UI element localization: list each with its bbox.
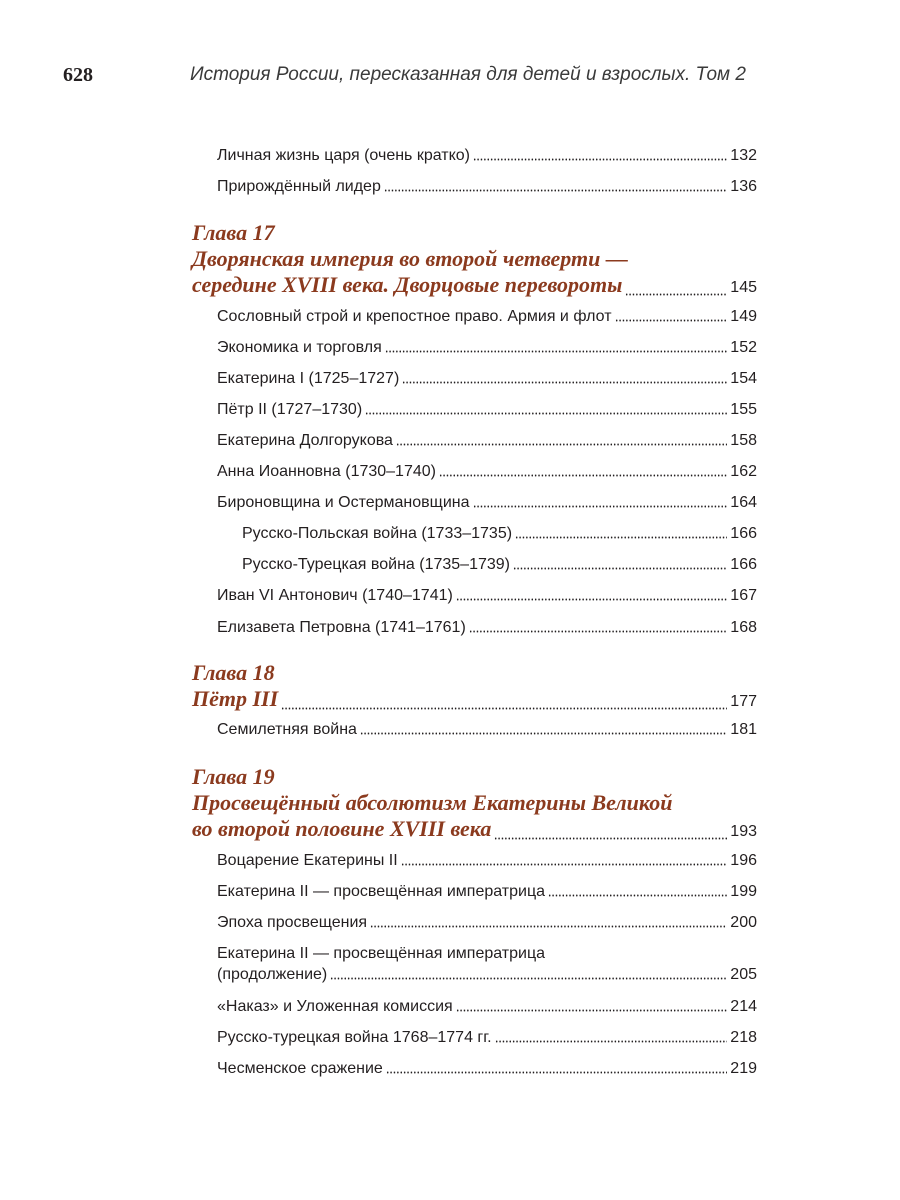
toc-entry-title: Екатерина II — просвещённая императрица bbox=[217, 883, 546, 900]
dot-leader bbox=[330, 975, 727, 981]
toc-entry-page: 136 bbox=[730, 178, 757, 195]
toc-entry[interactable] bbox=[217, 586, 757, 606]
dot-leader bbox=[473, 156, 727, 162]
toc-entry-title: Семилетняя война bbox=[217, 721, 357, 738]
toc-entry-title: Воцарение Екатерины II bbox=[217, 852, 398, 869]
toc-entry-page: 200 bbox=[730, 914, 757, 931]
toc-entry-title: Пётр II (1727–1730) bbox=[217, 401, 363, 418]
dot-leader bbox=[439, 472, 727, 478]
dot-leader bbox=[494, 835, 727, 841]
toc-entry-title: Сословный строй и крепостное право. Армия и флот bbox=[217, 308, 612, 325]
dot-leader bbox=[515, 534, 727, 540]
chapter-18-page: 177 bbox=[730, 693, 757, 710]
dot-leader bbox=[281, 705, 727, 711]
dot-leader bbox=[513, 565, 727, 571]
toc-entry-title: Прирождённый лидер bbox=[217, 178, 381, 195]
toc-entry[interactable] bbox=[217, 400, 757, 420]
toc-entry-page: 158 bbox=[730, 432, 757, 449]
toc-entry-title: Елизавета Петровна (1741–1761) bbox=[217, 619, 466, 636]
toc-entry-page: 181 bbox=[730, 721, 757, 738]
toc-entry[interactable] bbox=[217, 493, 757, 513]
toc-entry[interactable] bbox=[217, 1059, 757, 1079]
toc-entry-page: 218 bbox=[730, 1029, 757, 1046]
toc-entry-page: 154 bbox=[730, 370, 757, 387]
dot-leader bbox=[401, 861, 728, 867]
chapter-19-title-line1[interactable]: Просвещённый абсолютизм Екатерины Великой bbox=[192, 790, 673, 815]
dot-leader bbox=[473, 503, 728, 509]
toc-entry[interactable] bbox=[217, 338, 757, 358]
toc-entry-title-line1[interactable]: Екатерина II — просвещённая императрица bbox=[217, 945, 546, 962]
chapter-17-title-row[interactable] bbox=[192, 272, 757, 298]
toc-entry[interactable] bbox=[217, 369, 757, 389]
toc-entry[interactable] bbox=[217, 997, 757, 1017]
toc-entry-title: Русско-Польская война (1733–1735) bbox=[242, 525, 513, 542]
chapter-17-page: 145 bbox=[730, 279, 757, 296]
toc-entry-page: 162 bbox=[730, 463, 757, 480]
toc-entry-title: Екатерина Долгорукова bbox=[217, 432, 393, 449]
chapter-19-label: Глава 19 bbox=[192, 764, 275, 789]
toc-entry-page: 152 bbox=[730, 339, 757, 356]
toc-entry-page: 132 bbox=[730, 147, 757, 164]
dot-leader bbox=[456, 1007, 728, 1013]
dot-leader bbox=[360, 730, 727, 736]
dot-leader bbox=[370, 923, 727, 929]
toc-entry-title: Русско-Турецкая война (1735–1739) bbox=[242, 556, 510, 573]
dot-leader bbox=[495, 1038, 728, 1044]
dot-leader bbox=[625, 291, 727, 297]
toc-entry[interactable] bbox=[217, 307, 757, 327]
toc-entry[interactable] bbox=[217, 851, 757, 871]
toc-entry[interactable] bbox=[217, 720, 757, 740]
toc-entry-page: 168 bbox=[730, 619, 757, 636]
toc-entry-title: Анна Иоанновна (1730–1740) bbox=[217, 463, 436, 480]
toc-entry-page: 219 bbox=[730, 1060, 757, 1077]
toc-entry[interactable] bbox=[217, 431, 757, 451]
dot-leader bbox=[548, 892, 727, 898]
toc-entry-title: (продолжение) bbox=[217, 966, 328, 983]
toc-entry-title: «Наказ» и Уложенная комиссия bbox=[217, 998, 453, 1015]
toc-entry-title: Эпоха просвещения bbox=[217, 914, 368, 931]
toc-entry-page: 164 bbox=[730, 494, 757, 511]
dot-leader bbox=[615, 317, 728, 323]
toc-entry-page: 155 bbox=[730, 401, 757, 418]
chapter-18-title: Пётр III bbox=[192, 686, 279, 711]
toc-entry-title: Личная жизнь царя (очень кратко) bbox=[217, 147, 471, 164]
dot-leader bbox=[456, 596, 727, 602]
toc-entry[interactable] bbox=[217, 913, 757, 933]
toc-subentry[interactable] bbox=[242, 555, 757, 575]
chapter-17-title-line1[interactable]: Дворянская империя во второй четверти — bbox=[192, 246, 628, 271]
chapter-17-label: Глава 17 bbox=[192, 220, 275, 245]
toc-entry-page: 205 bbox=[730, 966, 757, 983]
toc-entry[interactable] bbox=[217, 882, 757, 902]
toc-entry-title: Екатерина I (1725–1727) bbox=[217, 370, 400, 387]
toc-entry[interactable] bbox=[217, 177, 757, 197]
dot-leader bbox=[385, 348, 728, 354]
toc-subentry[interactable] bbox=[242, 524, 757, 544]
toc-entry-page: 166 bbox=[730, 525, 757, 542]
toc-entry-page: 149 bbox=[730, 308, 757, 325]
page-number: 628 bbox=[63, 64, 93, 86]
toc-entry-title: Чесменское сражение bbox=[217, 1060, 383, 1077]
toc-entry-title: Иван VI Антонович (1740–1741) bbox=[217, 587, 453, 604]
toc-entry[interactable] bbox=[217, 146, 757, 166]
chapter-19-title-row[interactable] bbox=[192, 816, 757, 842]
toc-entry-page: 166 bbox=[730, 556, 757, 573]
dot-leader bbox=[384, 187, 727, 193]
toc-entry[interactable] bbox=[217, 965, 757, 985]
dot-leader bbox=[396, 441, 727, 447]
toc-entry-title: Бироновщина и Остермановщина bbox=[217, 494, 470, 511]
toc-entry-title: Русско-турецкая война 1768–1774 гг. bbox=[217, 1029, 492, 1046]
toc-entry[interactable] bbox=[217, 462, 757, 482]
chapter-18-title-row[interactable] bbox=[192, 686, 757, 712]
chapter-18-label: Глава 18 bbox=[192, 660, 275, 685]
toc-entry-page: 199 bbox=[730, 883, 757, 900]
chapter-19-title-line2: во второй половине XVIII века bbox=[192, 816, 492, 841]
dot-leader bbox=[469, 628, 728, 634]
toc-entry-page: 214 bbox=[730, 998, 757, 1015]
running-title: История России, пересказанная для детей и взрослых. Том 2 bbox=[190, 64, 746, 85]
toc-entry[interactable] bbox=[217, 1028, 757, 1048]
dot-leader bbox=[386, 1069, 728, 1075]
toc-entry-page: 196 bbox=[730, 852, 757, 869]
toc-entry[interactable] bbox=[217, 618, 757, 638]
chapter-19-page: 193 bbox=[730, 823, 757, 840]
toc-entry-title: Экономика и торговля bbox=[217, 339, 382, 356]
chapter-17-title-line2: середине XVIII века. Дворцовые перевороты bbox=[192, 272, 623, 297]
toc-entry-page: 167 bbox=[730, 587, 757, 604]
dot-leader bbox=[365, 410, 727, 416]
dot-leader bbox=[402, 379, 727, 385]
